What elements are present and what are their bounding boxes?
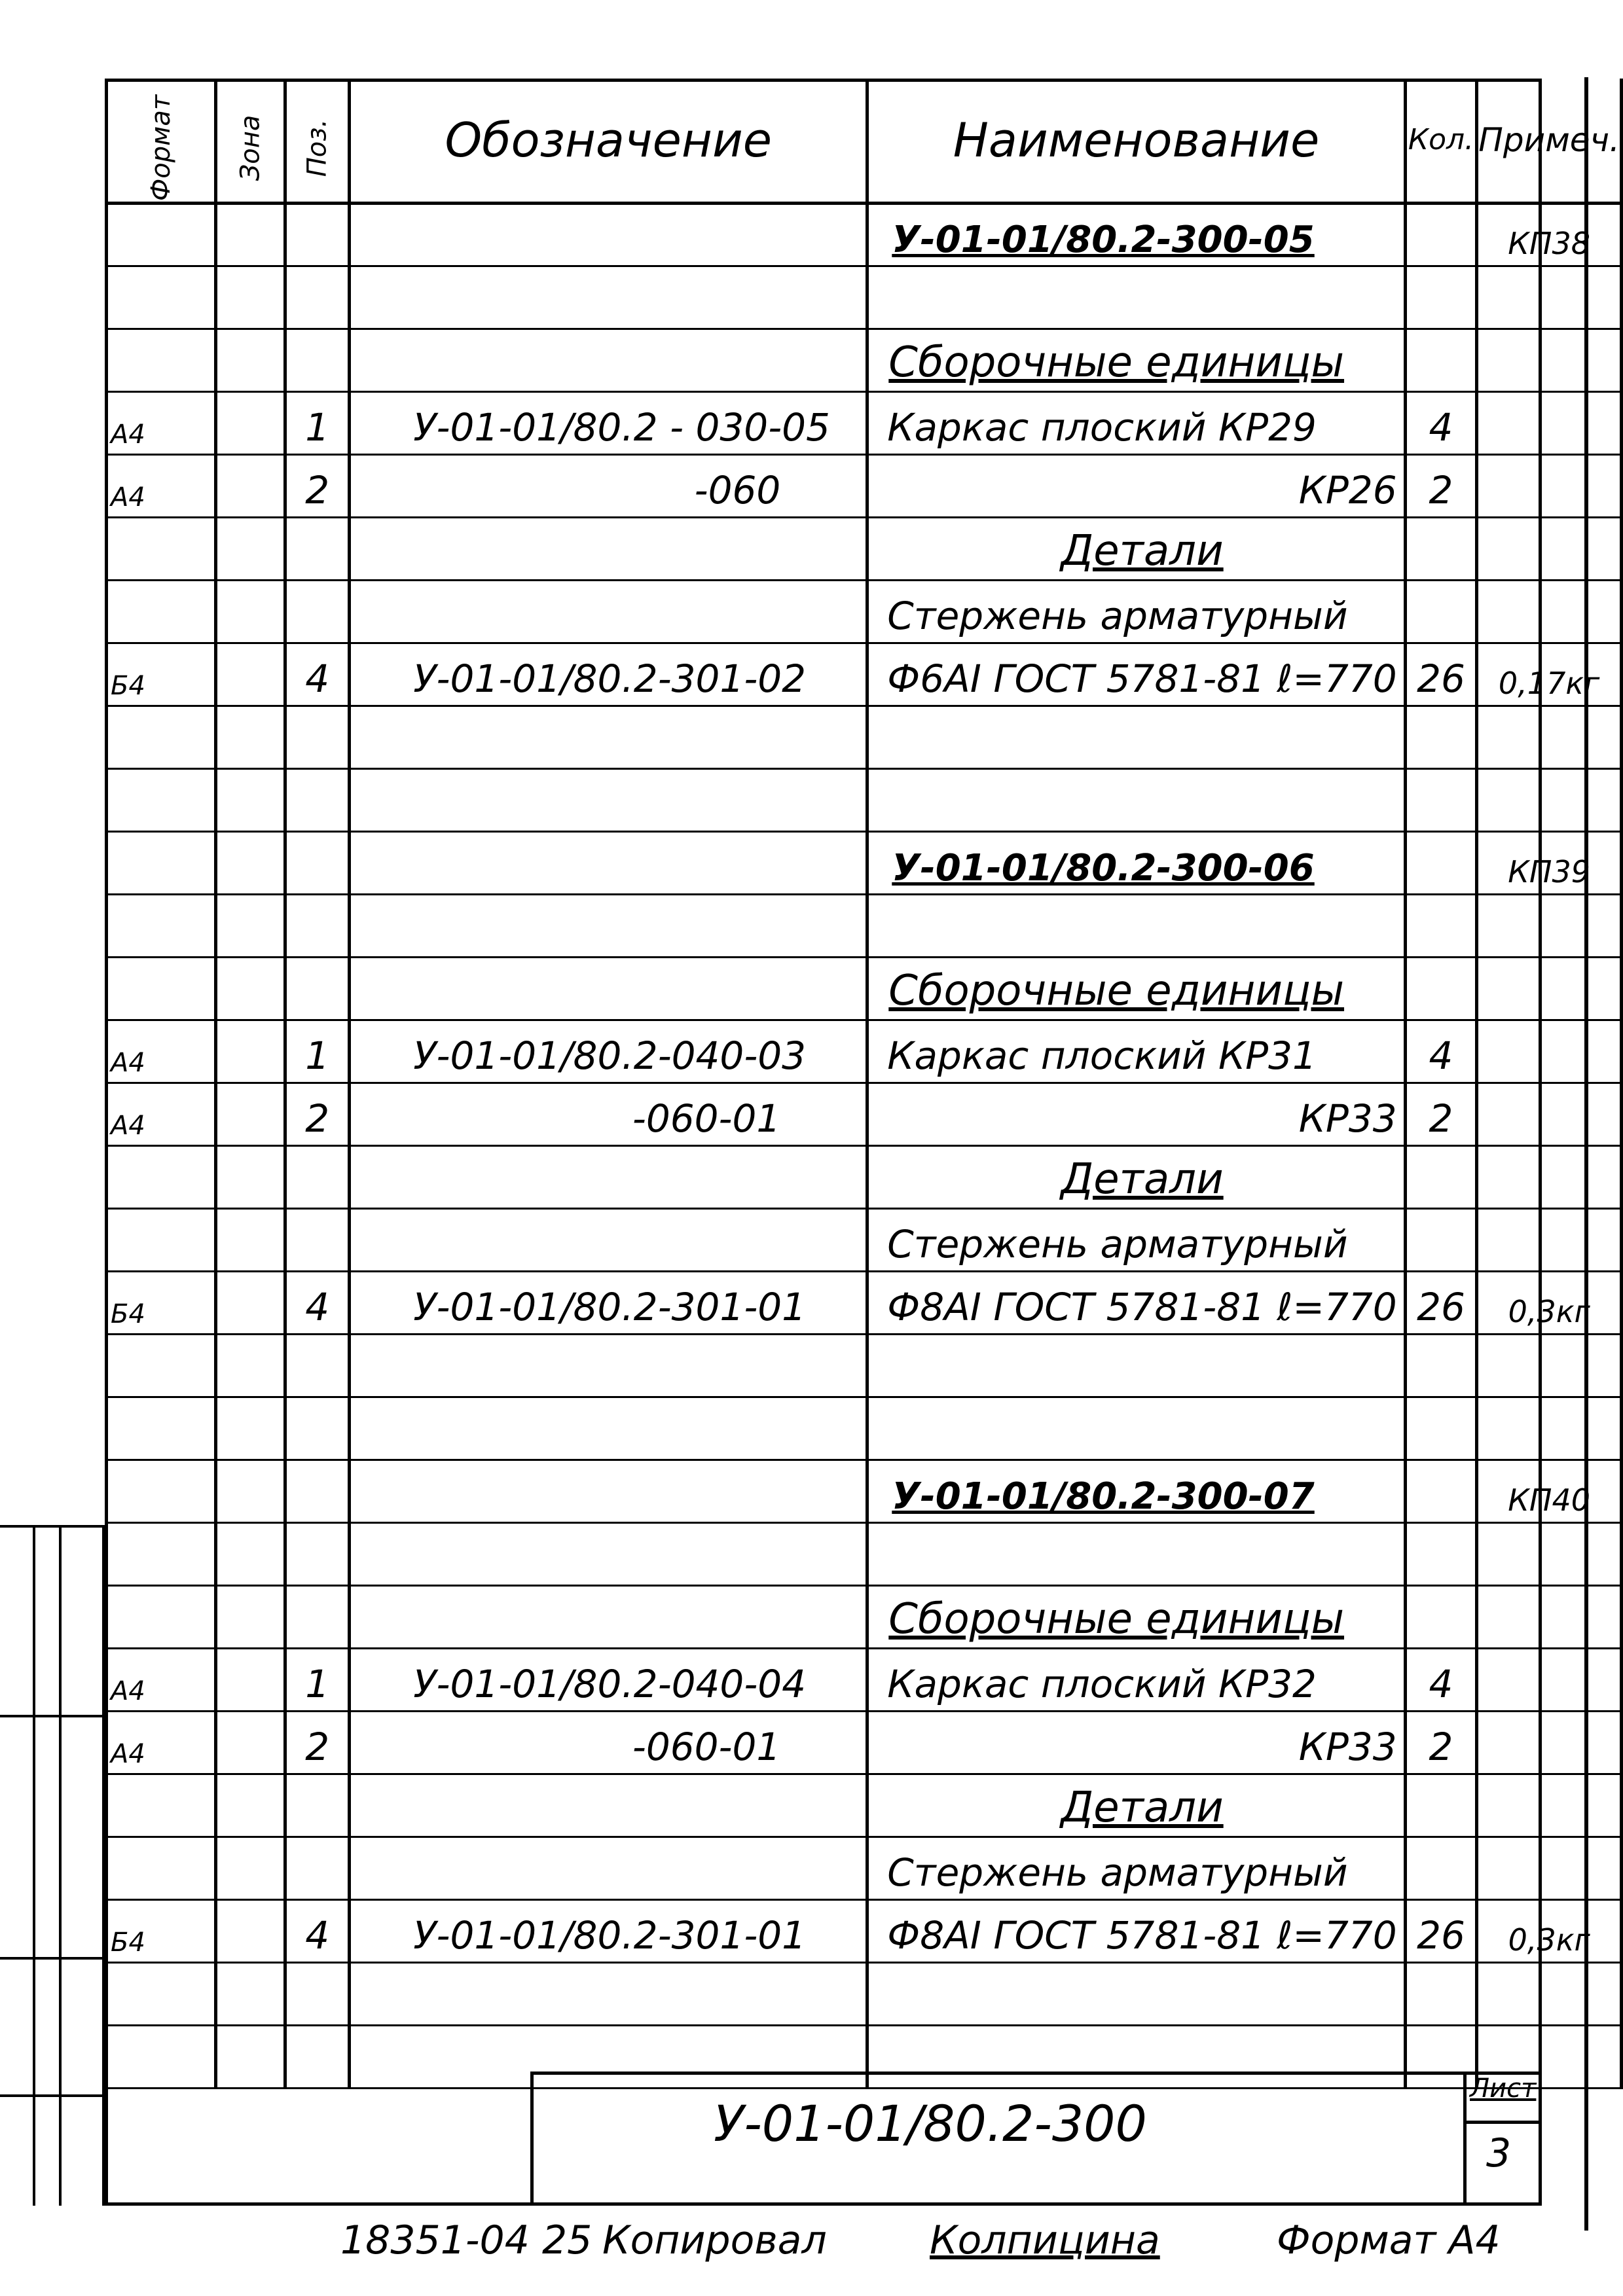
cell-qty: 4 (1405, 1020, 1477, 1083)
cell-qty: 4 (1405, 391, 1477, 454)
cell-name: Стержень арматурный (867, 580, 1405, 643)
drawing-frame (105, 79, 1542, 2206)
cell-name: КР33 (867, 1711, 1405, 1774)
cell-qty: 2 (1405, 454, 1477, 517)
copy-id: 18351-04 25 (340, 2217, 593, 2263)
cell-name: Ф6АI ГОСТ 5781-81 ℓ=770 (867, 643, 1405, 706)
cell-qty: 4 (1405, 1648, 1477, 1711)
cell-name: Сборочные единицы (867, 957, 1405, 1020)
cell-designation: -060-01 (350, 1083, 867, 1145)
cell-name: Ф8АI ГОСТ 5781-81 ℓ=770 (867, 1271, 1405, 1334)
cell-format: А4 (107, 1648, 216, 1711)
cell-pos: 4 (285, 643, 350, 706)
cell-note: 0,3кг (1477, 1271, 1622, 1334)
cell-note: КП40 (1477, 1460, 1622, 1522)
cell-format: Б4 (107, 1899, 216, 1962)
cell-format: А4 (107, 391, 216, 454)
cell-format: А4 (107, 1711, 216, 1774)
header-note: Примеч. (1477, 79, 1622, 203)
header-zone: Зона (216, 79, 285, 203)
stamp-divider-3 (0, 2094, 105, 2097)
cell-qty: 26 (1405, 643, 1477, 706)
cell-qty: 2 (1405, 1711, 1477, 1774)
document-code: У-01-01/80.2-300 (714, 2094, 1147, 2153)
cell-qty: 2 (1405, 1083, 1477, 1145)
sheet-label: Лист (1470, 2073, 1537, 2104)
cell-designation: У-01-01/80.2-301-01 (350, 1899, 867, 1962)
cell-pos: 2 (285, 1083, 350, 1145)
cell-designation: У-01-01/80.2-040-04 (350, 1648, 867, 1711)
cell-name: Каркас плоский КР31 (867, 1020, 1405, 1083)
cell-name: Сборочные единицы (867, 329, 1405, 391)
cell-format: А4 (107, 454, 216, 517)
stamp-divider-1 (0, 1715, 105, 1717)
cell-qty: 26 (1405, 1271, 1477, 1334)
stamp-line-1 (33, 1525, 35, 2206)
cell-designation: -060-01 (350, 1711, 867, 1774)
cell-pos: 1 (285, 1020, 350, 1083)
sheet-divider (1463, 2121, 1542, 2124)
cell-name: У-01-01/80.2-300-05 (867, 203, 1405, 266)
header-pos: Поз. (285, 79, 350, 203)
cell-designation: У-01-01/80.2-301-01 (350, 1271, 867, 1334)
cell-name: Детали (867, 517, 1405, 580)
header-name: Наименование (867, 79, 1405, 203)
sheet-number: 3 (1486, 2130, 1512, 2176)
cell-designation: У-01-01/80.2 - 030-05 (350, 391, 867, 454)
cell-note: КП38 (1477, 203, 1622, 266)
cell-pos: 1 (285, 391, 350, 454)
copied-label: Копировал (602, 2217, 827, 2263)
cell-format: А4 (107, 1020, 216, 1083)
cell-qty: 26 (1405, 1899, 1477, 1962)
cell-name: У-01-01/80.2-300-07 (867, 1460, 1405, 1522)
cell-format: А4 (107, 1083, 216, 1145)
stamp-divider-2 (0, 1957, 105, 1960)
cell-designation: -060 (350, 454, 867, 517)
cell-name: Каркас плоский КР29 (867, 391, 1405, 454)
copied-by: Колпицина (930, 2217, 1160, 2263)
cell-note: 0,17кг (1477, 643, 1622, 706)
header-designation: Обозначение (350, 79, 867, 203)
cell-note: 0,3кг (1477, 1899, 1622, 1962)
cell-name: КР33 (867, 1083, 1405, 1145)
cell-name: Детали (867, 1774, 1405, 1837)
cell-name: КР26 (867, 454, 1405, 517)
cell-name: Каркас плоский КР32 (867, 1648, 1405, 1711)
cell-designation: У-01-01/80.2-301-02 (350, 643, 867, 706)
cell-name: У-01-01/80.2-300-06 (867, 831, 1405, 894)
cell-format: Б4 (107, 1271, 216, 1334)
stamp-line-2 (59, 1525, 62, 2206)
cell-pos: 4 (285, 1899, 350, 1962)
cell-pos: 2 (285, 454, 350, 517)
cell-name: Ф8АI ГОСТ 5781-81 ℓ=770 (867, 1899, 1405, 1962)
cell-pos: 1 (285, 1648, 350, 1711)
cell-name: Сборочные единицы (867, 1585, 1405, 1648)
cell-name: Стержень арматурный (867, 1837, 1405, 1899)
cell-name: Детали (867, 1145, 1405, 1208)
cell-note: КП39 (1477, 831, 1622, 894)
header-qty: Кол. (1405, 79, 1477, 203)
cell-format: Б4 (107, 643, 216, 706)
cell-pos: 4 (285, 1271, 350, 1334)
cell-designation: У-01-01/80.2-040-03 (350, 1020, 867, 1083)
left-stamp (0, 1525, 105, 2206)
header-format: Формат (107, 79, 216, 203)
cell-pos: 2 (285, 1711, 350, 1774)
cell-name: Стержень арматурный (867, 1208, 1405, 1271)
format-label: Формат А4 (1277, 2217, 1501, 2263)
